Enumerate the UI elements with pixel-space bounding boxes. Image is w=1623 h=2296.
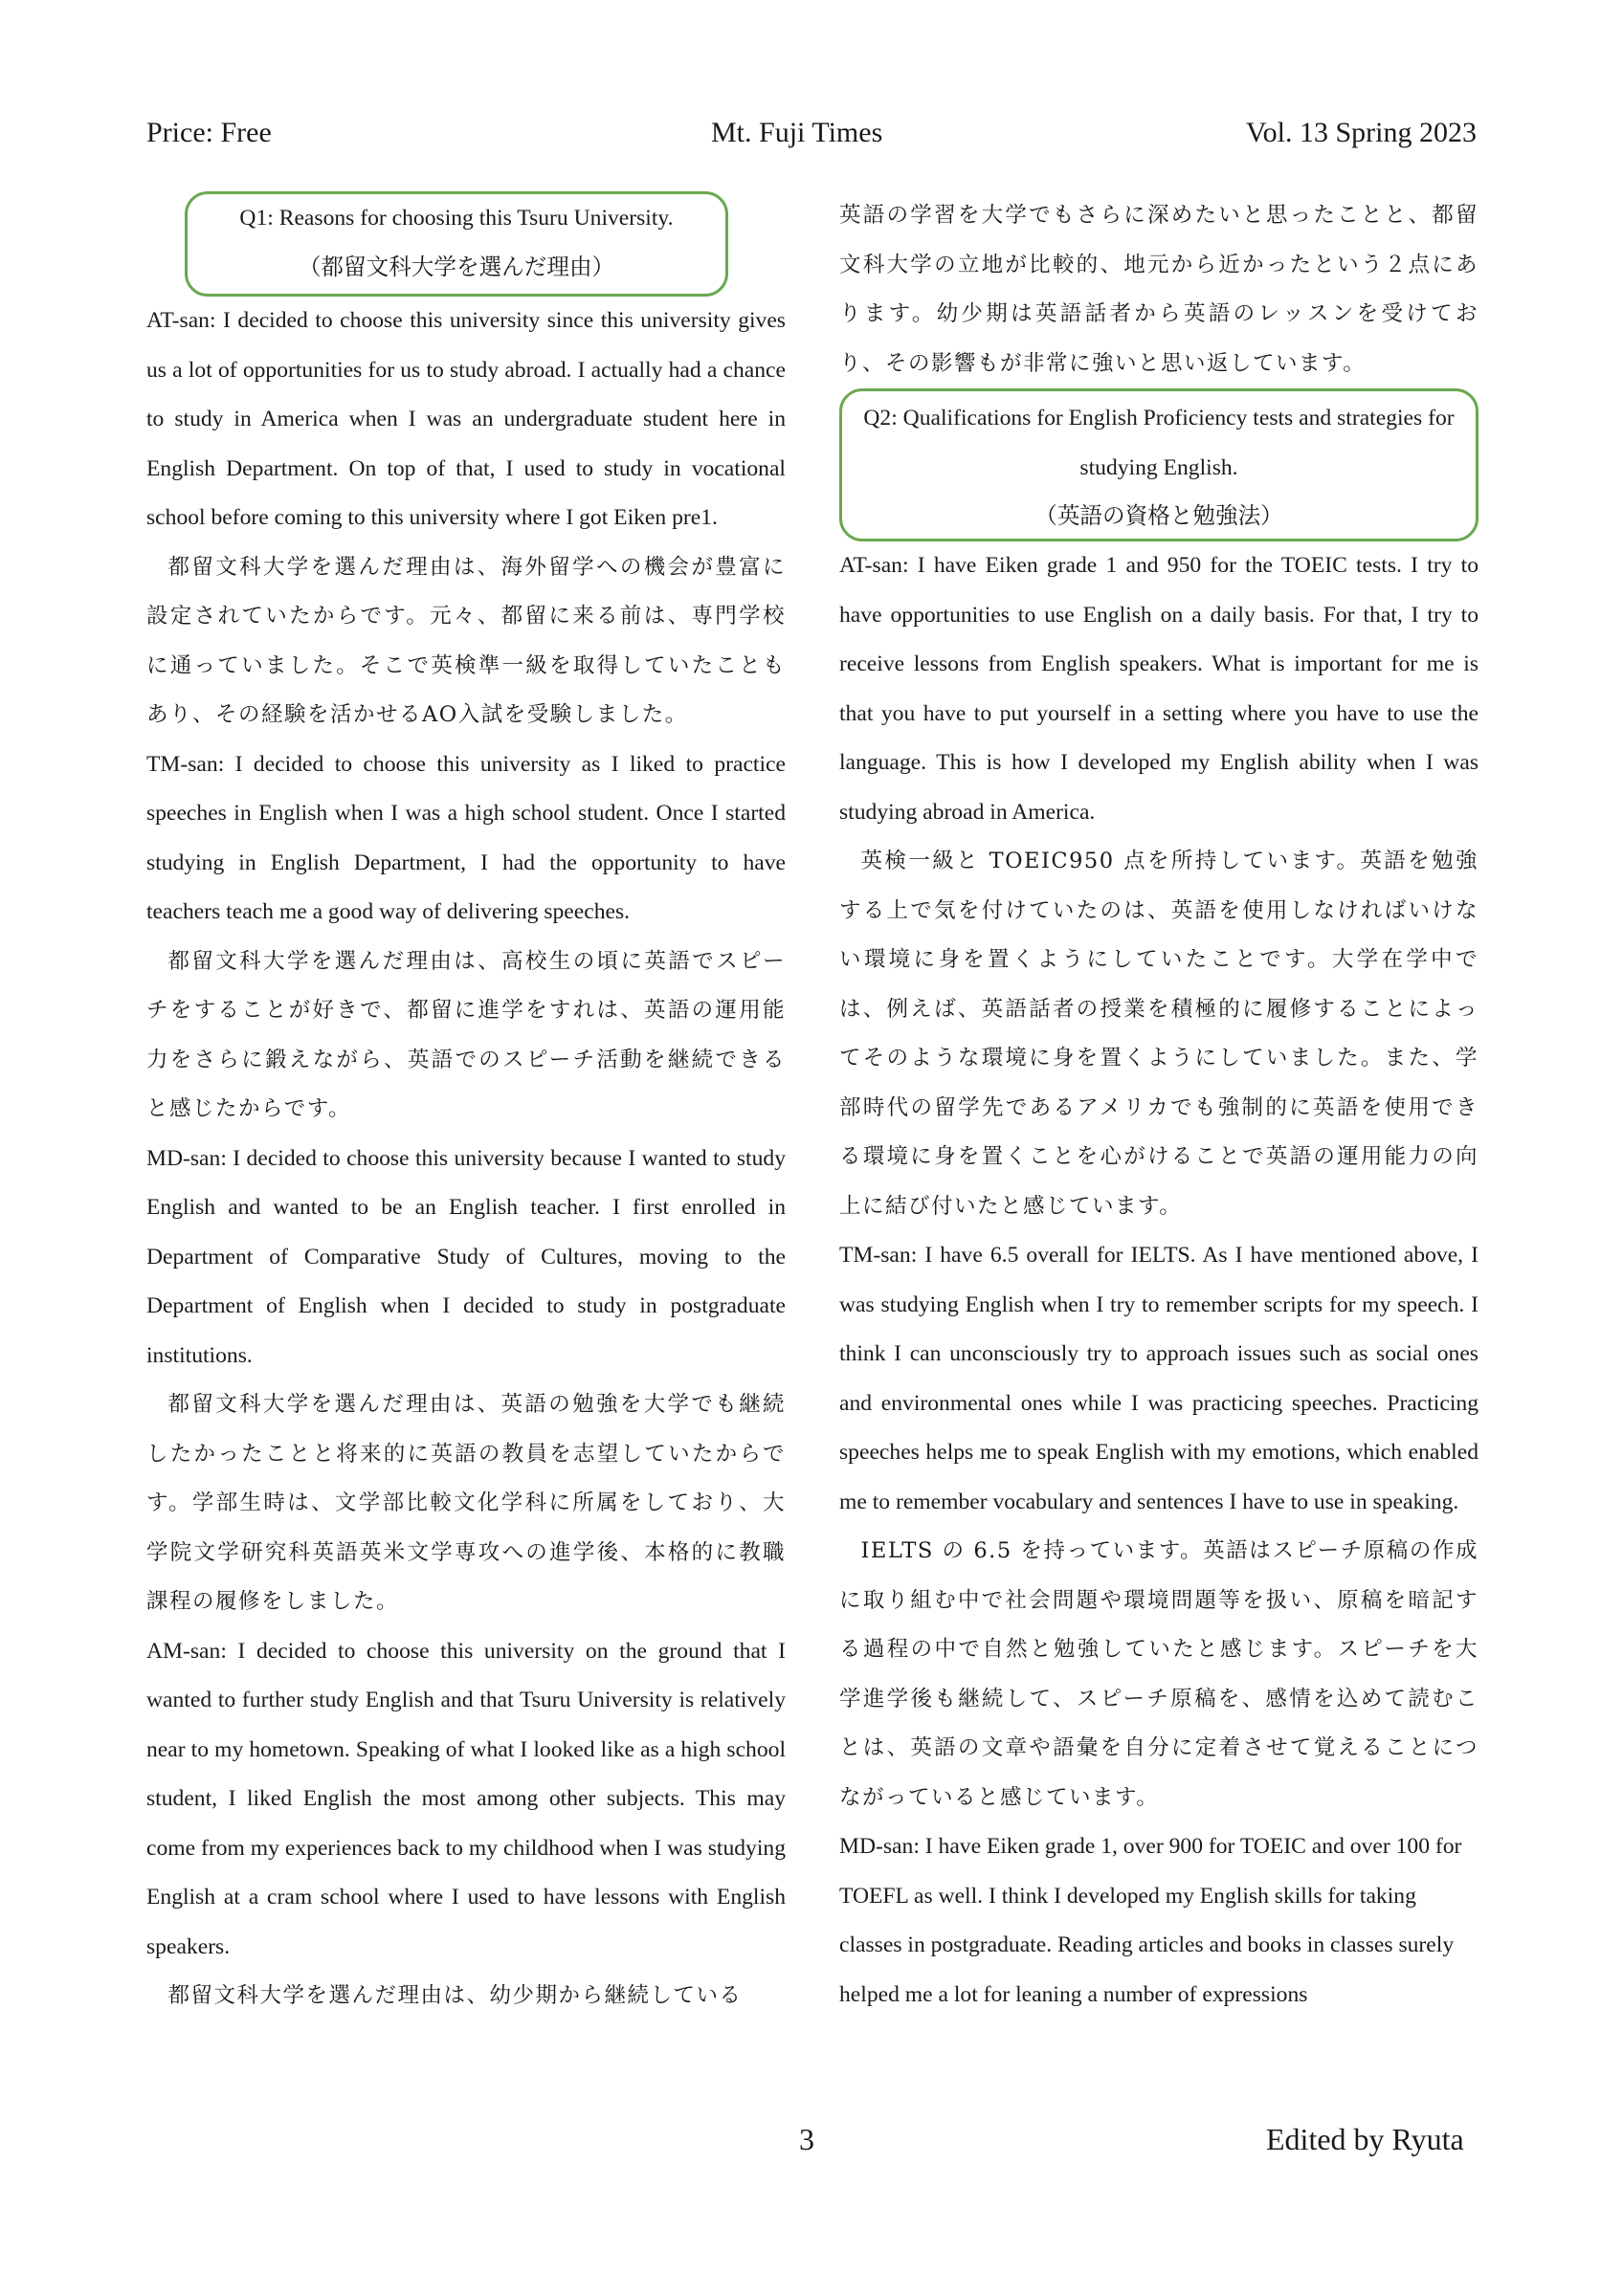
- q1-answer-tm-en: TM-san: I decided to choose this university as I liked to practice speeches in English when I was a high school student. Once I started studying in English Department, I had the opportunity to have teachers teach me a good way of delivering speeches.: [146, 751, 786, 924]
- question-1-box: [185, 191, 728, 297]
- q2-answer-tm-en: TM-san: I have 6.5 overall for IELTS. As I have mentioned above, I was studying English when I try to remember scripts for my speech. I think I can unconsciously try to approach issues such as social ones and environmental ones while I was practicing speeches. Practicing speeches helps me to speak English with my emotions, which enabled me to remember vocabulary and sentences I have to use in speaking.: [839, 1243, 1478, 1514]
- editor-credit: Edited by Ryuta: [1266, 2122, 1464, 2156]
- q1-answer-tm-jp: 都留文科大学を選んだ理由は、高校生の頃に英語でスピーチをすることが好きで、都留に進学をすれは、英語の運用能力をさらに鍛えながら、英語でのスピーチ活動を継続できると感じたからです。: [146, 948, 786, 1121]
- q1-answer-am-jp-part1: 都留文科大学を選んだ理由は、幼少期から継続している: [167, 1983, 743, 2008]
- q1-answer-md-en: MD-san: I decided to choose this university because I wanted to study English and wanted to be an English teacher. I first enrolled in Department of Comparative Study of Cultures, moving to the Department of English when I decided to study in postgraduate institutions.: [146, 1145, 786, 1368]
- q2-answer-at-en: AT-san: I have Eiken grade 1 and 950 for the TOEIC tests. I try to have opportunities to use English on a daily basis. For that, I try to receive lessons from English speakers. What is important for me is that you have to put yourself in a setting where you have to use the language. This is how I developed my English ability when I was studying abroad in America.: [839, 553, 1478, 825]
- q1-answer-am-en: AM-san: I decided to choose this university on the ground that I wanted to further study English and that Tsuru University is relatively near to my hometown. Speaking of what I looked like as a high school student, I liked English the most among other subjects. This may come from my experiences back to my childhood when I was studying English at a cram school where I used to have lessons with English speakers.: [146, 1638, 786, 1959]
- left-column: [146, 191, 786, 2021]
- q1-answer-am-jp-part2: 英語の学習を大学でもさらに深めたいと思ったことと、都留文科大学の立地が比較的、地元から近かったという２点にあります。幼少期は英語話者から英語のレッスンを受けており、その影響もが非常に強いと思い返しています。: [839, 203, 1478, 376]
- q2-answer-tm-jp: IELTS の 6.5 を持っています。英語はスピーチ原稿の作成に取り組む中で社会問題や環境問題等を扱い、原稿を暗記する過程の中で自然と勉強していたと感じます。スピーチを大学進学後も継続して、スピーチ原稿を、感情を込めて読むことは、英語の文章や語彙を自分に定着させて覚えることにつながっていると感じています。: [839, 1538, 1478, 1810]
- q1-answer-at-jp: 都留文科大学を選んだ理由は、海外留学への機会が豊富に設定されていたからです。元々、都留に来る前は、専門学校に通っていました。そこで英検準一級を取得していたこともあり、その経験を活かせるAO入試を受験しました。: [146, 554, 786, 727]
- page-header: [146, 117, 1477, 155]
- price-label: Price: Free: [146, 117, 272, 148]
- volume-label: Vol. 13 Spring 2023: [1245, 117, 1477, 148]
- question-2-title-jp: （英語の資格と勉強法）: [1034, 504, 1283, 529]
- question-1-title-jp: （都留文科大学を選んだ理由）: [298, 254, 615, 280]
- q1-answer-md-jp: 都留文科大学を選んだ理由は、英語の勉強を大学でも継続したかったことと将来的に英語の教員を志望していたからです。学部生時は、文学部比較文化学科に所属をしており、大学院文学研究科英語英米文学専攻への進学後、本格的に教職課程の履修をしました。: [146, 1392, 786, 1614]
- newspaper-title: Mt. Fuji Times: [711, 117, 883, 148]
- question-2-box: [839, 388, 1478, 541]
- q2-answer-at-jp: 英検一級と TOEIC950 点を所持しています。英語を勉強する上で気を付けていたのは、英語を使用しなければいけない環境に身を置くようにしていたことです。大学在学中では、例えば、英語話者の授業を積極的に履修することによってそのような環境に身を置くようにしていました。また、学部時代の留学先であるアメリカでも強制的に英語を使用できる環境に身を置くことを心がけることで英語の運用能力の向上に結び付いたと感じています。: [839, 849, 1478, 1219]
- q2-answer-md-en: MD-san: I have Eiken grade 1, over 900 for TOEIC and over 100 for TOEFL as well. I think I developed my English skills for taking classes in postgraduate. Reading articles and books in classes surely helped me a lot for leaning a number of expressions: [839, 1834, 1462, 2007]
- question-2-title-en: Q2: Qualifications for English Proficiency tests and strategies for studying English.: [863, 406, 1455, 480]
- q1-answer-at-en: AT-san: I decided to choose this university since this university gives us a lot of opportunities for us to study abroad. I actually had a chance to study in America when I was an undergraduate student here in English Department. On top of that, I used to study in vocational school before coming to this university where I got Eiken pre1.: [146, 308, 786, 530]
- page-number: 3: [799, 2122, 814, 2156]
- question-1-title-en: Q1: Reasons for choosing this Tsuru University.: [239, 206, 674, 231]
- right-column: [839, 191, 1478, 2020]
